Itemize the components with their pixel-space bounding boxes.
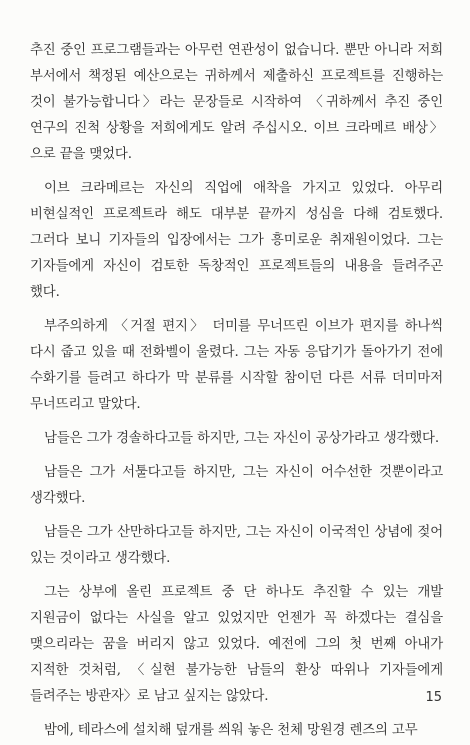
paragraph: 남들은 그가 산만하다고들 하지만, 그는 자신이 이국적인 상념에 젖어 있는 것이라고 생각했다. (30, 525, 443, 566)
paragraph: 부주의하게 〈거절 편지〉 더미를 무너뜨린 이브가 편지를 하나씩 다시 줍고 있을 때 전화벨이 울렸다. 그는 자동 응답기가 돌아가기 전에 수화기를 들려고 하다가 막 분류를 시작할 참이던 다른 서류 더미마저 무너뜨리고 말았다. (30, 319, 443, 412)
paragraph: 남들은 그가 경솔하다고들 하지만, 그는 자신이 공상가라고 생각했다. (44, 431, 439, 446)
page-number: 15 (425, 690, 442, 705)
paragraph: 그는 상부에 올린 프로젝트 중 단 하나도 추진할 수 있는 개발 지원금이 없다는 사실을 알고 있었지만 언젠가 꼭 하겠다는 결심을 맺으리라는 꿈을 버리지 않고 있었다. 예전에 그의 첫 번째 아내가 지적한 것처럼, 〈실현 불가능한 남들의 환상 따위나 기자들에게 들려주는 방관자〉로 남고 싶지는 않았다. (30, 585, 443, 704)
paragraph: 추진 중인 프로그램들과는 아무런 연관성이 없습니다. 뿐만 아니라 저희 부서에서 책정된 예산으로는 귀하께서 제출하신 프로젝트를 진행하는 것이 불가능합니다〉라는 문장들로 시작하여 〈귀하께서 추진 중인 연구의 진척 상황을 저희에게도 알려 주십시오. 이브 크라메르 배상〉으로 끝을 맺었다. (30, 43, 443, 162)
body-text (30, 38, 443, 744)
paragraph: 밤에, 테라스에 설치해 덮개를 씌워 놓은 천체 망원경 렌즈의 고무 (44, 723, 418, 738)
paragraph: 이브 크라메르는 자신의 직업에 애착을 가지고 있었다. 아무리 비현실적인 프로젝트라 해도 대부분 끝까지 성심을 다해 검토했다. 그러다 보니 기자들의 입장에서는 그가 흥미로운 취재원이었다. 그는 기자들에게 자신이 검토한 독창적인 프로젝트들의 내용을 들려주곤 했다. (30, 181, 443, 300)
paragraph: 남들은 그가 서툴다고들 하지만, 그는 자신이 어수선한 것뿐이라고 생각했다. (30, 465, 443, 506)
